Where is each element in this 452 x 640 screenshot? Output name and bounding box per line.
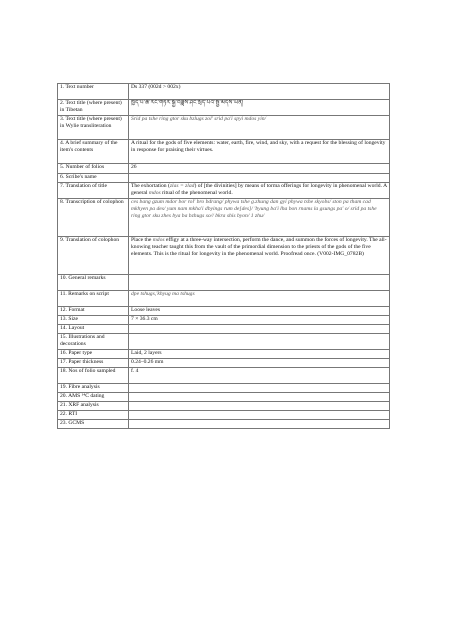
row-value — [129, 384, 390, 393]
term: mdos — [152, 237, 165, 243]
text-segment: Place the — [131, 237, 153, 243]
table-row — [58, 350, 390, 359]
row-label: 4. A brief summary of the item's contents — [58, 140, 129, 164]
tibetan-title: ཁྱོད་པ་ཚེ་རིང་གཏོར་སྐྱ་བཟླས་ཤིང་སྲིད་པའི་སྤྱི་མདོས་ཡིན། — [129, 100, 390, 116]
row-value: Ds 337 (002d > 002x) — [129, 84, 390, 100]
table-row — [58, 368, 390, 384]
row-label: 17. Paper thickness — [58, 359, 129, 368]
table-row — [58, 359, 390, 368]
row-value — [129, 402, 390, 411]
row-label: 12. Format — [58, 307, 129, 316]
row-label: 7. Translation of title — [58, 183, 129, 199]
row-value: 0.24–0.26 mm — [129, 359, 390, 368]
row-label: 21. XRF analysis — [58, 402, 129, 411]
table-row — [58, 275, 390, 291]
script-remarks: dpe tshugs,'khyug ma tshugs — [129, 291, 390, 307]
table-row — [58, 402, 390, 411]
table-row — [58, 140, 390, 164]
row-label: 23. GCMS — [58, 420, 129, 429]
summary-text: A ritual for the gods of five elements: water, earth, fire, wind, and sky, with a request for the blessing of longevity in response for praising their virtues. — [129, 140, 390, 164]
row-value — [129, 325, 390, 334]
row-label: 15. Illustrations and decorations — [58, 334, 129, 350]
row-label: 5. Number of folios — [58, 164, 129, 174]
table-row — [58, 174, 390, 183]
row-value: f. 4 — [129, 368, 390, 384]
colophon-transcription: ces bang gzum mdor bor rol' bro bdrang/ phywa tshe g.zhung dan gyi phywa tshe skyobs/ ston pa tham cad mkhyen pa des/ yum nam mkha'i dbyings rum de[des]/ 'byung ba'i lha bon rnams la gsungs pa' o/ srid pa tshe ring gtor sku zhes bya ba bzhugs so// bkra shis byon/ 1 zhu/ — [129, 199, 390, 237]
row-value — [129, 174, 390, 183]
text-segment: ritual of the phenomenal world. — [160, 190, 233, 196]
row-label: 19. Fibre analysis — [58, 384, 129, 393]
row-value — [129, 393, 390, 402]
term: mdos — [148, 190, 161, 196]
row-value: Laid, 2 layers — [129, 350, 390, 359]
row-label: 3. Text title (where present) in Wylie transliteration — [58, 116, 129, 140]
row-value: 26 — [129, 164, 390, 174]
row-label: 8. Transcription of colophon — [58, 199, 129, 237]
row-label: 6. Scribe's name — [58, 174, 129, 183]
row-label: 14. Layout — [58, 325, 129, 334]
table-row — [58, 334, 390, 350]
text-segment: The exhortation ( — [131, 183, 170, 189]
table-row — [58, 291, 390, 307]
row-label: 20. AMS ¹⁴C dating — [58, 393, 129, 402]
row-value — [129, 411, 390, 420]
table-row — [58, 237, 390, 275]
colophon-translation — [129, 237, 390, 275]
table-row — [58, 199, 390, 237]
table-row — [58, 325, 390, 334]
title-translation — [129, 183, 390, 199]
row-value — [129, 275, 390, 291]
row-value: Loose leaves — [129, 307, 390, 316]
row-value — [129, 334, 390, 350]
row-label: 1. Text number — [58, 84, 129, 100]
table-row — [58, 411, 390, 420]
text-segment: effigy at a three-way intersection, perform the dance, and summon the forces of longevity. The all-knowing teacher taught this from the vault of the primordial dimension to the priests of the gods of the five elements. This is the ritual for longevity in the phenomenal world. Proofread once. (V002-IMG_0782B) — [131, 237, 387, 257]
row-value: 7 × 36.3 cm — [129, 316, 390, 325]
row-label: 18. Nos of folio sampled — [58, 368, 129, 384]
row-label: 13. Size — [58, 316, 129, 325]
table-row — [58, 84, 390, 100]
table-row — [58, 316, 390, 325]
table-row — [58, 420, 390, 429]
table-row — [58, 164, 390, 174]
table-row — [58, 183, 390, 199]
text-segment: ) of [the divinities] by means of torma offerings for longevity in phenomenal world. A general — [131, 183, 387, 196]
row-label: 22. RTI — [58, 411, 129, 420]
table-row — [58, 384, 390, 393]
metadata-table — [57, 83, 390, 429]
row-label: 9. Translation of colophon — [58, 237, 129, 275]
row-label: 10. General remarks — [58, 275, 129, 291]
row-label: 16. Paper type — [58, 350, 129, 359]
table-row — [58, 100, 390, 116]
row-value — [129, 420, 390, 429]
table-row — [58, 307, 390, 316]
row-label: 2. Text title (where present) in Tibetan — [58, 100, 129, 116]
term: zlas = zlad — [169, 183, 195, 189]
table-row — [58, 393, 390, 402]
row-label: 11. Remarks on script — [58, 291, 129, 307]
table-row — [58, 116, 390, 140]
wylie-title: Srid pa tshe ring gtor sku bzlugs zol' srid pa'i spyi mdos yin/ — [129, 116, 390, 140]
